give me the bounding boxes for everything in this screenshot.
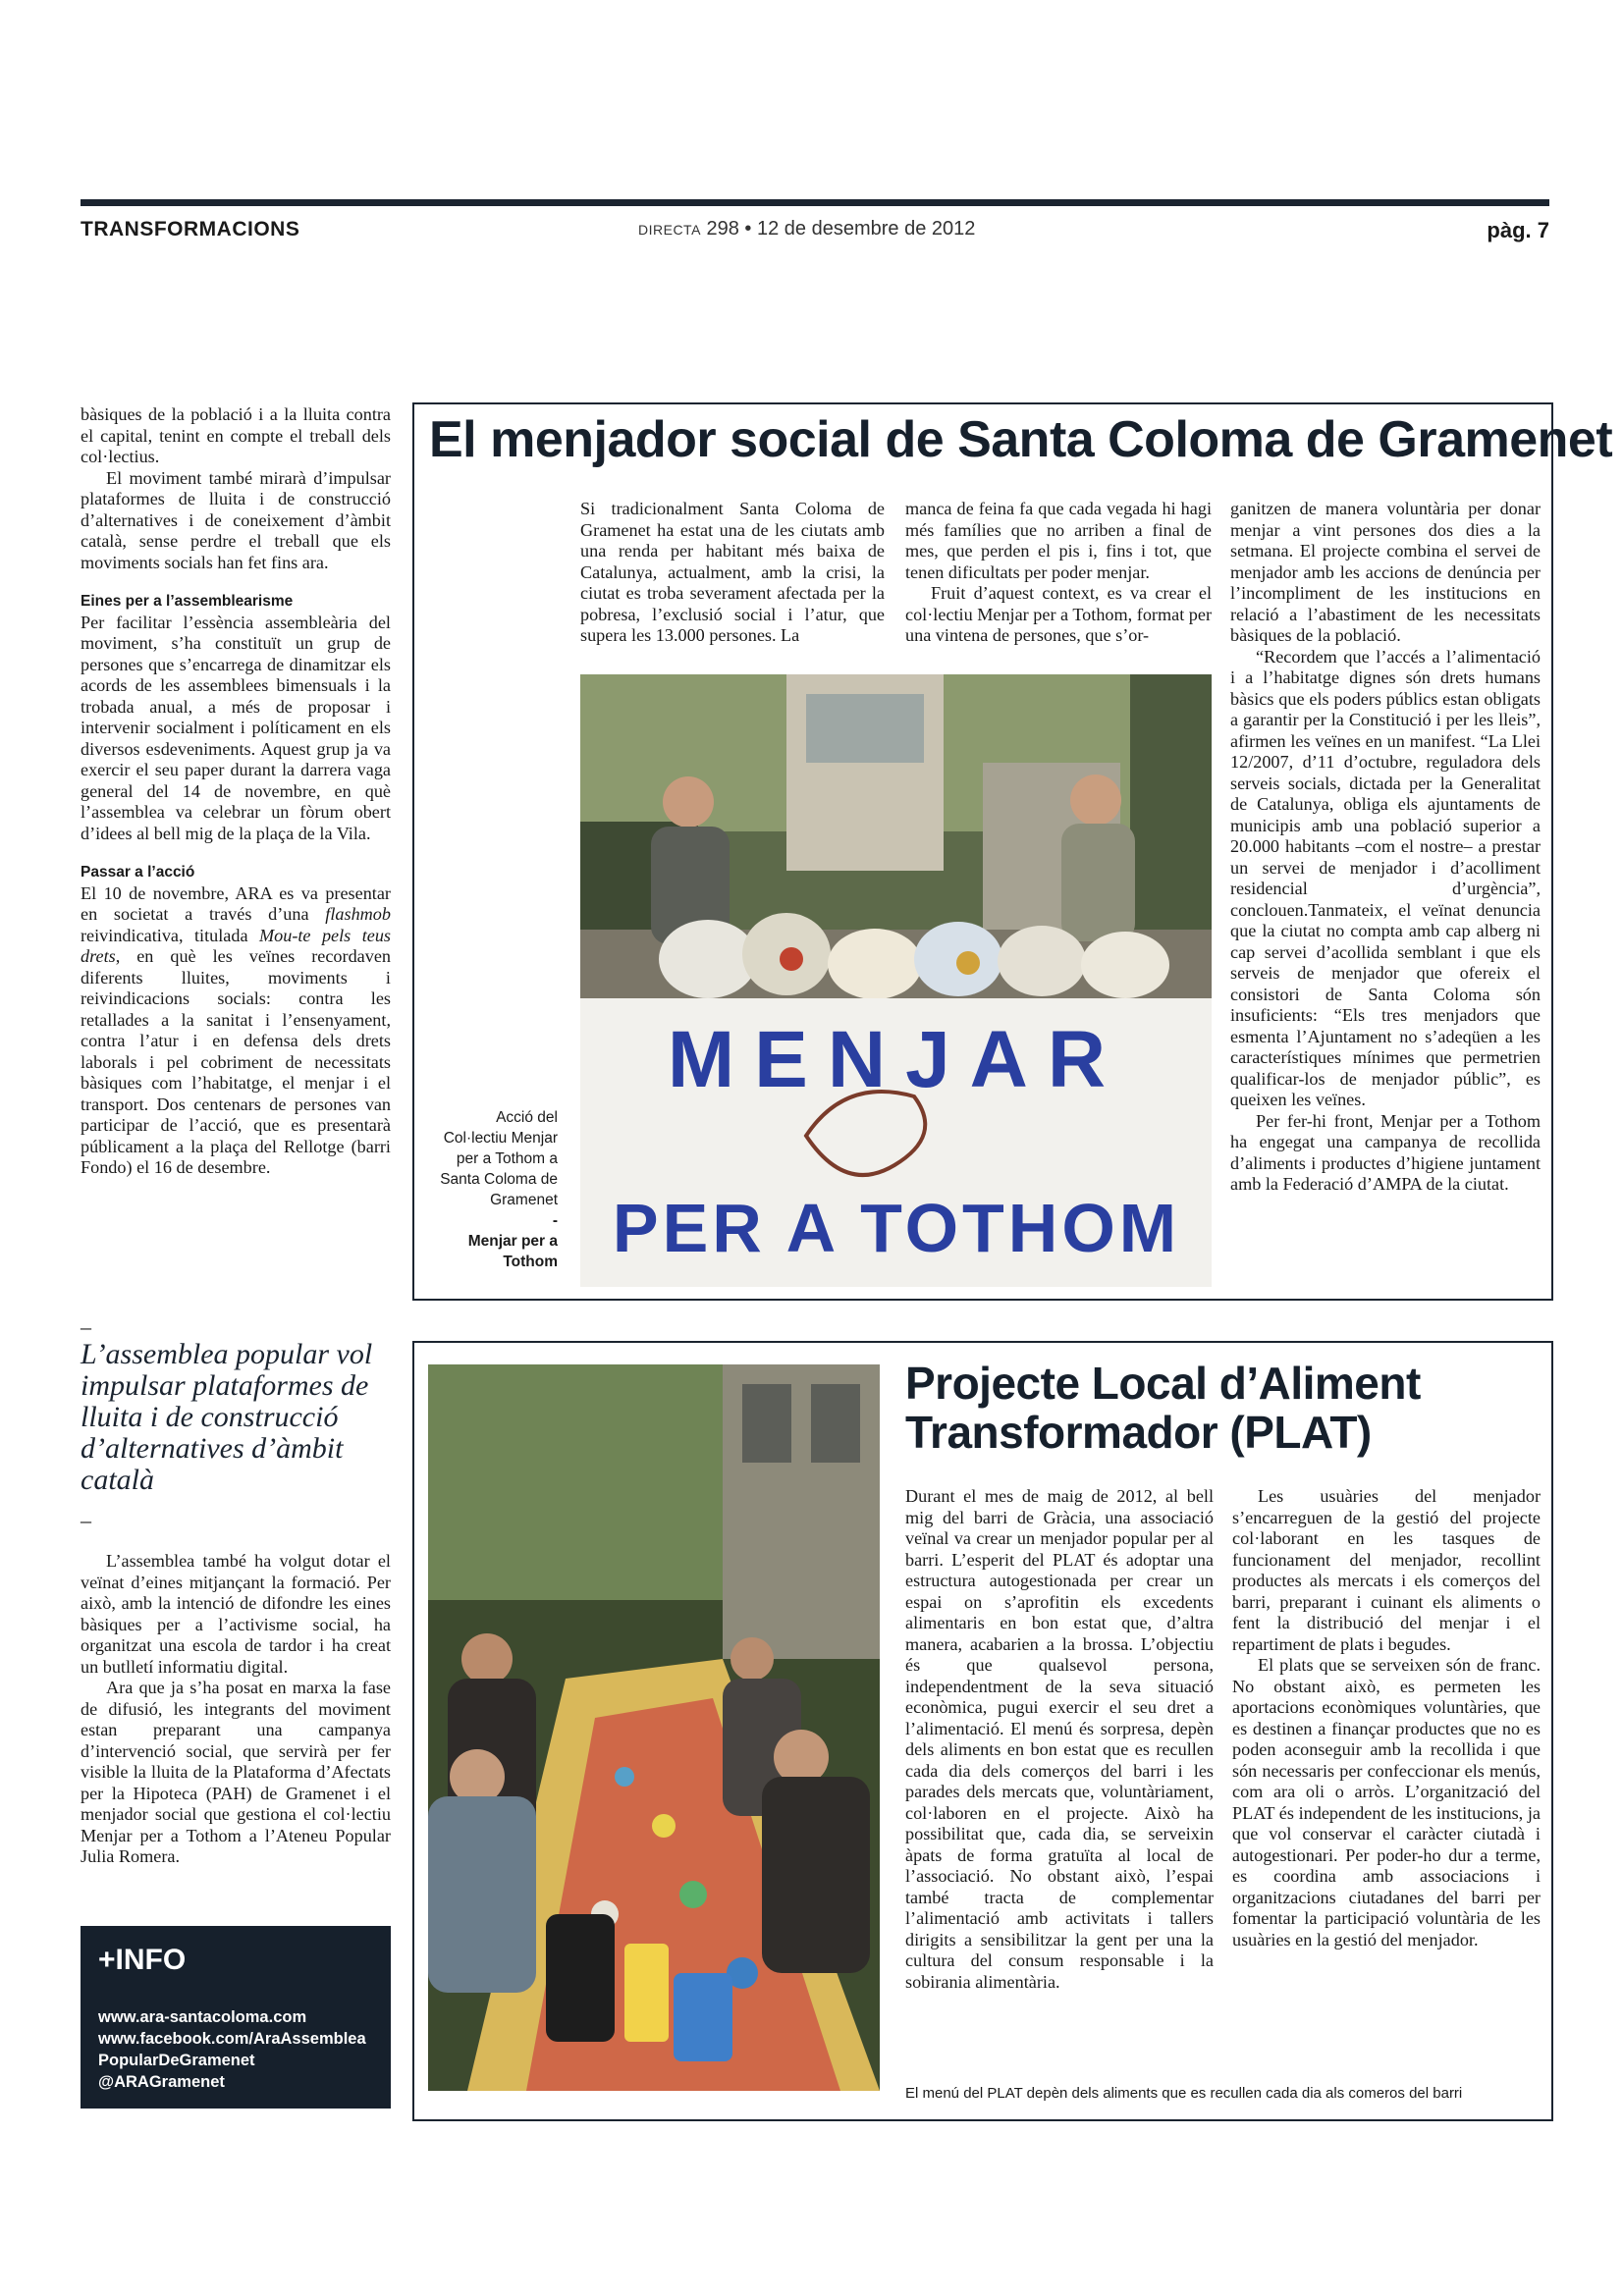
page-number: pàg. 7	[1487, 218, 1549, 242]
paragraph: El 10 de novembre, ARA es va presentar en societat a través d’una flashmob reivindicativa, titulada Mou-te pels teus drets, en què les veïnes recordaven diferents lluites, moviments i reivindicacions socials: contra les retallades a la sanitat i l’ensenyament, contra l’atur i en defensa dels drets laborals i pel cobriment de necessitats bàsiques com l’habitatge, el menjar i el transport. Dos centenars de persones van participar de l’acció, que es presentarà públicament a la plaça del Rellotge (barri Fondo) el 16 de desembre.	[81, 882, 391, 1177]
info-link[interactable]: www.facebook.com/AraAssemblea	[98, 2030, 366, 2048]
info-link[interactable]: www.ara-santacoloma.com	[98, 2008, 307, 2026]
info-link[interactable]: PopularDeGramenet	[98, 2052, 255, 2069]
paragraph: El moviment també mirarà d’impulsar plataformes de lluita i de construcció d’alternatives i de coneixement d’àmbit català, sense perdre el treball que els moviments socials han fet fins ara.	[81, 467, 391, 572]
paragraph: El plats que se serveixen són de franc. No obstant això, es permeten les aportacions econòmiques voluntàries, que es destinen a finançar productes que no es poden aconseguir amb la recollida i que són necessaris per confeccionar els menús, com ara oli o arròs. L’organització del PLAT és independent de les institucions, ja que vol conservar el caràcter ciutadà i autogestionari. Per poder-ho dur a terme, es coordina amb associacions i organitzacions ciutadanes del barri per fomentar la participació voluntària de les usuàries en la gestió del menjador.	[1232, 1655, 1541, 1949]
plat-photo-svg	[428, 1364, 880, 2091]
article-1-col1: Si tradicionalment Santa Coloma de Gramenet ha estat una de les ciutats amb una renda per habitant més baixa de Catalunya, actualment, amb la crisi, la ciutat es troba severament afectada per la pobresa, l’exclusió social i l’atur, que supera les 13.000 persones. La	[580, 499, 885, 645]
paragraph: Fruit d’aquest context, es va crear el col·lectiu Menjar per a Tothom, format per una vintena de persones, que s’or-	[905, 583, 1213, 645]
left-column-text	[81, 404, 391, 1179]
menjar-photo	[580, 674, 1212, 1287]
quote-dash-bottom: –	[81, 1508, 91, 1532]
plat-photo-caption: El menú del PLAT depèn dels aliments que es recullen cada dia als comeros del barri	[905, 2085, 1463, 2102]
article-1-caption: Acció del Col·lectiu Menjar per a Tothom a Santa Coloma de Gramenet - Menjar per a Tothom	[440, 1109, 558, 1270]
paragraph: “Recordem que l’accés a l’alimentació i a l’habitatge dignes són drets humans bàsics que els poders públics estan obligats a garantir per la Constitució i per les lleis”, afirmen les veïnes en un manifest. “La Llei 12/2007, d’11 d’octubre, reguladora dels serveis socials, dictada per la Generalitat de Catalunya, obliga els ajuntaments de municipis amb una població superior a 20.000 habitants –com el nostre– a prestar un servei de menjador i d’acolliment residencial d’urgència”, conclouen.Tanmateix, el veïnat denuncia que la ciutat no compta amb cap alberg ni cap servei d’acollida semblant i que els serveis de menjador que ofereix el consistori de Santa Coloma són insuficients: “Els tres menjadors que esmenta l’Ajuntament no s’adeqüen a les característiques mínimes que permetrien qualificar-los de menjador públic”, es queixen les veïnes.	[1230, 646, 1541, 1109]
left-column-text-bottom	[81, 1551, 391, 1868]
paragraph: Per facilitar l’essència assembleària del moviment, s’ha constituït un grup de persones que s’encarrega de dinamitzar els acords de les assemblees bimensuals i la trobada anual, a més de proposar i intervenir socialment i políticament en els diversos esdeveniments. Aquest grup ja va exercir el seu paper durant la darrera vaga general del 14 de novembre, en què l’assemblea va celebrar un fòrum obert d’idees al bell mig de la plaça de la Vila.	[81, 612, 391, 843]
plat-photo	[428, 1364, 880, 2091]
article-1-col3	[1230, 499, 1541, 1196]
info-link[interactable]: @ARAGramenet	[98, 2073, 225, 2091]
issue-number: 298	[706, 218, 739, 240]
info-box	[81, 1926, 391, 2109]
paragraph: L’assemblea també ha volgut dotar el veïnat d’eines mitjançant la formació. Per això, amb la intenció de difondre les eines bàsiques per a l’activisme social, ha organitzat una escola de tardor i ha creat un butlletí informatiu digital.	[81, 1551, 391, 1677]
quote-dash-top: –	[81, 1314, 91, 1339]
paragraph: manca de feina fa que cada vegada hi hagi més famílies que no arriben a final de mes, que perden el pis i, fins i tot, que tenen dificultats per poder menjar.	[905, 499, 1212, 582]
article-2-title: Projecte Local d’Aliment Transformador (PLAT)	[905, 1358, 1421, 1458]
paragraph: Les usuàries del menjador s’encarreguen de la gestió del projecte col·laborant en les tasques de funcionament del menjador, recollint productes als mercats i els comerços del barri, preparant i cuinant els aliments o fent la distribució del menjar i el repartiment de plats i begudes.	[1232, 1486, 1541, 1654]
article-1-col2	[905, 499, 1212, 647]
paragraph: Ara que ja s’ha posat en marxa la fase de difusió, les integrants del moviment estan preparant una campanya d’intervenció social, que servirà per fer visible la lluita de la Plataforma d’Afectats per la Hipoteca (PAH) de Gramenet i el menjador social que gestiona el col·lectiu Menjar per a Tothom a l’Ateneu Popular Julia Romera.	[81, 1678, 391, 1866]
paragraph: Per fer-hi front, Menjar per a Tothom ha engegat una campanya de recollida d’aliments i productes d’higiene juntament amb la Federació d’AMPA de la ciutat.	[1230, 1110, 1541, 1194]
article-2-col2	[1232, 1486, 1541, 1950]
publication-name: DIRECTA	[638, 222, 701, 238]
subhead: Passar a l’acció	[81, 864, 195, 881]
paragraph: bàsiques de la població i a la lluita contra el capital, tenint en compte el treball dels col·lectius.	[81, 404, 391, 466]
section-title: TRANSFORMACIONS	[81, 218, 300, 240]
banner-text-2: PER A TOTHOM	[612, 1190, 1181, 1266]
article-2-col1: Durant el mes de maig de 2012, al bell mig del barri de Gràcia, una associació veïnal va crear un menjador popular per al barri. L’esperit del PLAT és adoptar una estructura autogestionada per crear un espai on s’aprofitin els excedents alimentaris en bon estat que, d’altra manera, acabarien a la brossa. L’objectiu és que qualsevol persona, independentment de la seva situació econòmica, pugui exercir el seu dret a l’alimentació. El menú és sorpresa, depèn dels aliments en bon estat que es recullen cada dia dels comerços del barri i les parades dels mercats que, voluntàriament, col·laboren en el projecte. Això ha possibilitat que, cada dia, se serveixin àpats de forma gratuïta al local de l’associació. No obstant això, l’espai també tracta de complementar l’alimentació amb activitats i tallers dirigits a sensibilitzar la gent per una la cultura del consum responsable i la sobirania alimentària.	[905, 1486, 1214, 1992]
issue-separator: •	[744, 218, 752, 240]
info-heading: +INFO	[98, 1944, 187, 1976]
menjar-photo-svg	[580, 674, 1212, 1287]
issue-info	[638, 218, 1031, 240]
banner-text-1: MENJAR	[667, 1015, 1126, 1104]
article-1-title: El menjador social de Santa Coloma de Gramenet	[429, 411, 1613, 468]
header-rule	[81, 199, 1549, 206]
pull-quote: L’assemblea popular vol impulsar plataformes de lluita i de construcció d’alternatives d’àmbit català	[81, 1338, 373, 1496]
paragraph: ganitzen de manera voluntària per donar menjar a vint persones dos dies a la setmana. El projecte combina el servei de menjador amb les accions de denúncia per l’incompliment de les institucions en relació a l’abastiment de les necessitats bàsiques de la població.	[1230, 499, 1541, 645]
subhead: Eines per a l’assemblearisme	[81, 593, 294, 610]
issue-date: 12 de desembre de 2012	[757, 218, 976, 240]
